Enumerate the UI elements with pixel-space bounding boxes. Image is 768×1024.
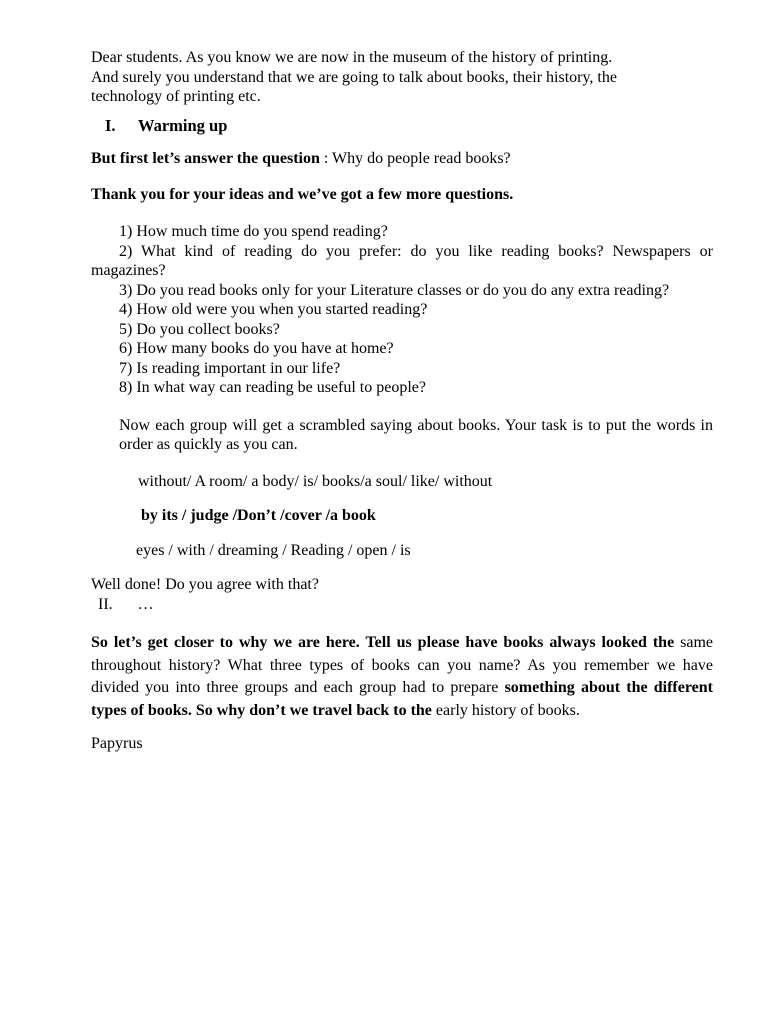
- section-heading-warming-up: [91, 116, 713, 136]
- section-title: Warming up: [138, 115, 228, 135]
- section-number: I.: [105, 115, 116, 135]
- question-item: 2) What kind of reading do you prefer: do you like reading books? Newspapers or magazines?: [91, 242, 713, 279]
- question-item: 7) Is reading important in our life?: [119, 359, 341, 377]
- scrambled-saying-3: eyes / with / dreaming / Reading / open / is: [136, 541, 411, 559]
- closer-paragraph: [91, 632, 713, 722]
- section-heading-2: [98, 595, 713, 615]
- question-item: 1) How much time do you spend reading?: [119, 223, 388, 240]
- question-item: 3) Do you read books only for your Literature classes or do you do any extra reading?: [119, 281, 670, 299]
- scrambled-saying-1: without/ A room/ a body/ is/ books/a soul/ like/ without: [138, 472, 493, 490]
- closer-bold-1: So let’s get closer to why we are here. Tell us please have books always looked the: [91, 634, 675, 651]
- intro-line-2: And surely you understand that we are going to talk about books, their history, the: [91, 68, 617, 86]
- question-item: 6) How many books do you have at home?: [119, 340, 394, 357]
- scrambled-saying-2: by its / judge /Don’t /cover /a book: [141, 507, 376, 524]
- question-item: 8) In what way can reading be useful to people?: [119, 379, 426, 396]
- first-question-lead: But first let’s answer the question: [91, 150, 320, 167]
- intro-paragraph: [91, 48, 713, 107]
- closer-text-1: same throughout history? What three types of books can you name? As you remember we have divided you into three groups and each group had to prepare: [91, 634, 714, 696]
- intro-line-1: Dear students. As you know we are now in the museum of the history of printing.: [91, 49, 613, 66]
- thanks-line: Thank you for your ideas and we’ve got a few more questions.: [91, 185, 514, 203]
- closer-bold-2: something about the different types of books. So why don’t we travel back to the: [91, 679, 714, 719]
- question-item: 5) Do you collect books?: [119, 320, 280, 338]
- intro-line-3: technology of printing etc.: [91, 88, 261, 105]
- question-item: 4) How old were you when you started reading?: [119, 301, 428, 318]
- scramble-instruction: Now each group will get a scrambled saying about books. Your task is to put the words in order as quickly as you can.: [119, 416, 713, 453]
- first-question-text: : Why do people read books?: [319, 150, 511, 167]
- first-question: [91, 149, 713, 169]
- document-page: [91, 48, 713, 754]
- closer-text-2: early history of books.: [431, 701, 580, 719]
- well-done-line: Well done! Do you agree with that?: [91, 576, 319, 593]
- section-number: II.: [98, 595, 113, 613]
- question-list: [91, 222, 713, 398]
- section-title: …: [137, 595, 154, 613]
- papyrus-heading: Papyrus: [91, 735, 143, 752]
